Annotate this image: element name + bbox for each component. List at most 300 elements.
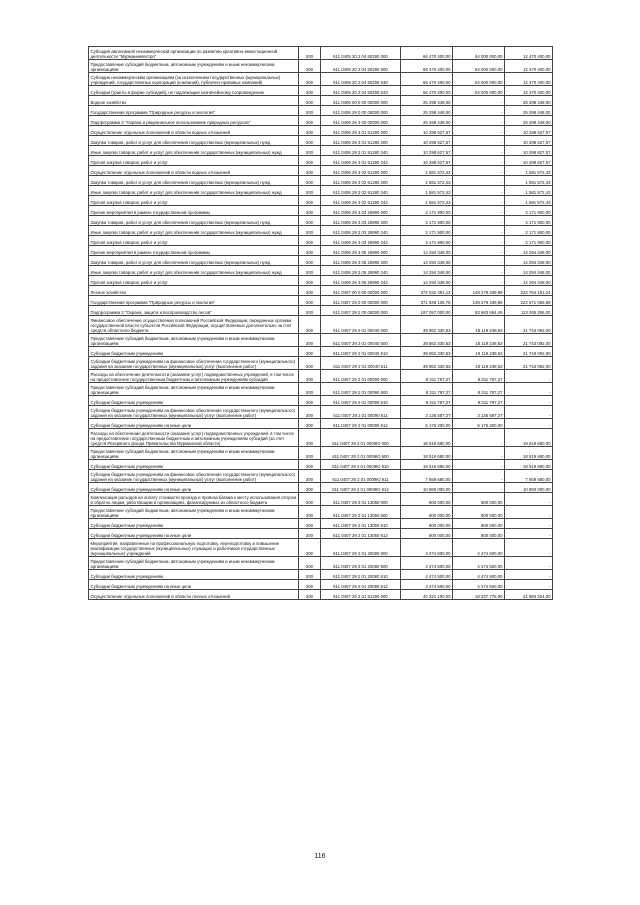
row-remaining-amount-cell: 14 294 348,00 [505, 256, 553, 266]
row-remaining-amount-cell: 14 294 348,00 [505, 246, 553, 256]
table-row [89, 176, 553, 186]
row-classification-code-cell: 611 0406 29 3 02 51280 244 [321, 196, 401, 206]
table-row [89, 266, 553, 276]
row-remaining-amount-cell: 12 470 400,00 [505, 86, 553, 96]
table-row [89, 216, 553, 226]
row-executed-amount-cell: 54 000 000,00 [453, 47, 505, 60]
row-classification-code-cell: 611 0405 20 2 04 60290 000 [321, 47, 401, 60]
row-executed-amount-cell: - [453, 276, 505, 286]
row-approved-amount-cell: 66 470 400,00 [401, 60, 453, 73]
row-remaining-amount-cell: 2 171 900,00 [505, 216, 553, 226]
row-approved-amount-cell: 1 581 572,43 [401, 176, 453, 186]
table-row [89, 47, 553, 60]
row-admin-code-cell: 200 [299, 276, 321, 286]
row-name-cell: Осуществление отдельных полномочий в области водных отношений [89, 126, 299, 136]
row-executed-amount-cell: 8 311 787,27 [453, 396, 505, 406]
row-classification-code-cell: 611 0407 29 2 01 00040 600 [321, 334, 401, 347]
row-name-cell: Предоставление субсидий бюджетным, автономным учреждениям и иным некоммерческим организациям [89, 60, 299, 73]
row-admin-code-cell: 200 [299, 419, 321, 429]
row-classification-code-cell: 611 0407 29 2 01 00090 000 [321, 370, 401, 383]
row-approved-amount-cell: 39 862 330,53 [401, 316, 453, 334]
row-approved-amount-cell: 5 176 200,00 [401, 419, 453, 429]
table-row [89, 447, 553, 460]
row-remaining-amount-cell: 25 298 448,00 [505, 96, 553, 106]
row-name-cell: Субсидии некоммерческим организациям (за исключением государственных (муниципальных) учреждений, государственных корпораций (компаний), публично-правовых компаний) [89, 73, 299, 86]
row-classification-code-cell: 611 0406 29 3 03 29990 000 [321, 206, 401, 216]
row-executed-amount-cell: 54 000 000,00 [453, 86, 505, 96]
row-admin-code-cell: 200 [299, 256, 321, 266]
table-row [89, 166, 553, 176]
row-approved-amount-cell: 10 298 627,57 [401, 136, 453, 146]
row-admin-code-cell: 200 [299, 429, 321, 447]
table-row [89, 116, 553, 126]
row-admin-code-cell: 200 [299, 539, 321, 557]
table-row [89, 206, 553, 216]
row-approved-amount-cell: 2 171 900,00 [401, 216, 453, 226]
row-executed-amount-cell: - [453, 460, 505, 470]
row-remaining-amount-cell: - [505, 519, 553, 529]
row-admin-code-cell: 200 [299, 47, 321, 60]
table-row [89, 256, 553, 266]
row-admin-code-cell: 200 [299, 347, 321, 357]
row-approved-amount-cell: 10 298 627,57 [401, 156, 453, 166]
table-row [89, 226, 553, 236]
row-admin-code-cell: 200 [299, 116, 321, 126]
row-name-cell: Прочая закупка товаров, работ и услуг [89, 236, 299, 246]
row-approved-amount-cell: 14 294 348,00 [401, 266, 453, 276]
row-admin-code-cell: 200 [299, 370, 321, 383]
table-row [89, 96, 553, 106]
row-name-cell: Расходы на обеспечение деятельности (оказание услуг) подведомственных учреждений, в том числе на предоставление государственным бюджетным и автономным учреждениям субсидий (за счет средств Резервного фонда Правительства Мурманской области) [89, 429, 299, 447]
table-row [89, 557, 553, 570]
row-approved-amount-cell: 66 470 400,00 [401, 47, 453, 60]
row-remaining-amount-cell: - [505, 570, 553, 580]
row-approved-amount-cell: 8 311 787,27 [401, 370, 453, 383]
table-row [89, 347, 553, 357]
row-remaining-amount-cell: - [505, 580, 553, 590]
row-name-cell: Субсидии бюджетным учреждениям на иные цели [89, 580, 299, 590]
row-name-cell: Закупка товаров, работ и услуг для обеспечения государственных (муниципальных) нужд [89, 216, 299, 226]
row-name-cell: Предоставление субсидий бюджетным, автономным учреждениям и иным некоммерческим организациям [89, 334, 299, 347]
row-remaining-amount-cell: 222 754 151,24 [505, 286, 553, 296]
row-admin-code-cell: 200 [299, 186, 321, 196]
row-name-cell: Предоставление субсидий бюджетным, автономным учреждениям и иным некоммерческим организациям [89, 447, 299, 460]
table-row [89, 590, 553, 600]
row-executed-amount-cell: - [453, 256, 505, 266]
table-row [89, 136, 553, 146]
row-classification-code-cell: 611 0407 29 2 01 00040 000 [321, 316, 401, 334]
row-name-cell: Субсидии бюджетным учреждениям на иные цели [89, 529, 299, 539]
row-name-cell: Прочая закупка товаров, работ и услуг [89, 276, 299, 286]
row-name-cell: Подпрограмма 2 "Охрана, защита и воспроизводство лесов" [89, 306, 299, 316]
row-approved-amount-cell: 372 032 491,13 [401, 286, 453, 296]
row-classification-code-cell: 611 0407 29 2 01 00090 611 [321, 406, 401, 419]
row-approved-amount-cell: 39 862 330,53 [401, 334, 453, 347]
row-admin-code-cell: 200 [299, 334, 321, 347]
row-remaining-amount-cell: 7 659 680,00 [505, 470, 553, 483]
table-row [89, 357, 553, 370]
row-approved-amount-cell: 10 298 627,57 [401, 126, 453, 136]
row-executed-amount-cell: - [453, 176, 505, 186]
budget-table-sheet [88, 46, 552, 600]
row-admin-code-cell: 200 [299, 106, 321, 116]
row-executed-amount-cell: 800 000,00 [453, 506, 505, 519]
row-classification-code-cell: 611 0407 29 2 01 13050 600 [321, 506, 401, 519]
row-name-cell: Предоставление субсидий бюджетным, автономным учреждениям и иным некоммерческим организациям [89, 557, 299, 570]
row-remaining-amount-cell: - [505, 539, 553, 557]
row-approved-amount-cell: 4 474 500,00 [401, 570, 453, 580]
row-name-cell: Субсидии бюджетным учреждениям на финансовое обеспечение государственного (муниципального) задания на оказание государственных (муниципальных) услуг (выполнение работ) [89, 470, 299, 483]
budget-table-body [89, 47, 553, 600]
table-row [89, 570, 553, 580]
row-classification-code-cell: 611 0406 29 3 05 29990 240 [321, 266, 401, 276]
row-remaining-amount-cell: - [505, 396, 553, 406]
row-name-cell: Мероприятия, направленные на профессиональную подготовку, переподготовку и повышение квалификации государственных (муниципальных) служащих и работников государственных (муниципальных) учреждений [89, 539, 299, 557]
row-classification-code-cell: 611 0406 29 3 03 29990 244 [321, 236, 401, 246]
row-approved-amount-cell: 1 581 572,43 [401, 196, 453, 206]
row-name-cell: Прочие мероприятия в рамках государственной программы [89, 246, 299, 256]
row-remaining-amount-cell: 10 298 627,57 [505, 156, 553, 166]
row-remaining-amount-cell: 222 571 065,89 [505, 296, 553, 306]
row-name-cell: Субсидии бюджетным учреждениям [89, 460, 299, 470]
table-row [89, 306, 553, 316]
row-name-cell: Субсидии (гранты в форме субсидий), не подлежащие казначейскому сопровождению [89, 86, 299, 96]
row-executed-amount-cell: - [453, 96, 505, 106]
row-name-cell: Иные закупки товаров, работ и услуг для обеспечения государственных (муниципальных) нужд [89, 146, 299, 156]
row-executed-amount-cell: - [453, 206, 505, 216]
row-admin-code-cell: 200 [299, 557, 321, 570]
row-admin-code-cell: 200 [299, 570, 321, 580]
row-executed-amount-cell: 8 311 787,27 [453, 383, 505, 396]
row-approved-amount-cell: 25 298 448,00 [401, 116, 453, 126]
row-executed-amount-cell: - [453, 146, 505, 156]
row-approved-amount-cell: 7 659 680,00 [401, 470, 453, 483]
row-approved-amount-cell: 18 519 680,00 [401, 460, 453, 470]
row-remaining-amount-cell: 12 470 400,00 [505, 47, 553, 60]
row-classification-code-cell: 611 0407 29 2 01 51290 000 [321, 590, 401, 600]
row-classification-code-cell: 611 0407 29 2 01 20080 612 [321, 580, 401, 590]
table-row [89, 506, 553, 519]
row-classification-code-cell: 611 0407 29 2 01 00090 600 [321, 383, 401, 396]
row-remaining-amount-cell: - [505, 493, 553, 506]
row-remaining-amount-cell: 18 519 680,00 [505, 429, 553, 447]
row-executed-amount-cell: 800 000,00 [453, 519, 505, 529]
row-admin-code-cell: 200 [299, 483, 321, 493]
row-approved-amount-cell: 1 581 572,43 [401, 166, 453, 176]
row-name-cell: Предоставление субсидий бюджетным, автономным учреждениям и иным некоммерческим организациям [89, 383, 299, 396]
table-row [89, 519, 553, 529]
row-classification-code-cell: 611 0406 29 3 05 29990 000 [321, 246, 401, 256]
row-executed-amount-cell: 3 135 587,27 [453, 406, 505, 419]
row-executed-amount-cell: 5 176 200,00 [453, 419, 505, 429]
row-approved-amount-cell: 10 298 627,57 [401, 146, 453, 156]
row-name-cell: Финансовое обеспечение осуществления полномочий Российской Федерации, переданных органам государственной власти субъектов Российской Федерации, осуществляемых дополнительно за счет средств областного бюджета [89, 316, 299, 334]
row-name-cell: Субсидии бюджетным учреждениям [89, 570, 299, 580]
row-remaining-amount-cell: 21 743 092,00 [505, 334, 553, 347]
row-executed-amount-cell: - [453, 156, 505, 166]
row-remaining-amount-cell: - [505, 406, 553, 419]
row-admin-code-cell: 200 [299, 236, 321, 246]
row-approved-amount-cell: 2 171 900,00 [401, 236, 453, 246]
row-approved-amount-cell: 25 298 448,00 [401, 106, 453, 116]
row-remaining-amount-cell: 12 470 400,00 [505, 73, 553, 86]
row-remaining-amount-cell: 25 298 448,00 [505, 116, 553, 126]
row-admin-code-cell: 200 [299, 396, 321, 406]
row-remaining-amount-cell: 21 983 324,00 [505, 590, 553, 600]
row-approved-amount-cell: 14 294 348,00 [401, 246, 453, 256]
row-executed-amount-cell: 4 474 500,00 [453, 539, 505, 557]
row-remaining-amount-cell: 10 298 627,57 [505, 146, 553, 156]
row-executed-amount-cell: - [453, 216, 505, 226]
row-executed-amount-cell: - [453, 483, 505, 493]
row-admin-code-cell: 200 [299, 86, 321, 96]
row-name-cell: Осуществление отдельных полномочий в области лесных отношений [89, 590, 299, 600]
row-admin-code-cell: 200 [299, 383, 321, 396]
row-name-cell: Расходы на обеспечение деятельности (оказание услуг) подведомственных учреждений, в том числе на предоставление государственным бюджетным и автономным учреждениям субсидий [89, 370, 299, 383]
row-classification-code-cell: 611 0406 29 3 01 51280 000 [321, 126, 401, 136]
row-approved-amount-cell: 4 474 500,00 [401, 539, 453, 557]
row-executed-amount-cell: - [453, 226, 505, 236]
row-approved-amount-cell: 18 519 680,00 [401, 447, 453, 460]
row-classification-code-cell: 611 0407 29 2 01 20080 600 [321, 557, 401, 570]
row-classification-code-cell: 611 0406 00 0 00 00000 000 [321, 96, 401, 106]
row-classification-code-cell: 611 0405 20 2 04 60290 633 [321, 86, 401, 96]
row-classification-code-cell: 611 0406 29 3 02 51280 240 [321, 186, 401, 196]
row-classification-code-cell: 611 0407 29 2 01 0009Ю 612 [321, 483, 401, 493]
table-row [89, 146, 553, 156]
row-name-cell: Субсидии бюджетным учреждениям [89, 519, 299, 529]
row-admin-code-cell: 200 [299, 306, 321, 316]
row-executed-amount-cell: 4 474 500,00 [453, 557, 505, 570]
row-executed-amount-cell: 18 119 238,53 [453, 347, 505, 357]
row-executed-amount-cell: - [453, 429, 505, 447]
row-name-cell: Субсидии бюджетным учреждениям [89, 396, 299, 406]
row-executed-amount-cell: - [453, 136, 505, 146]
row-remaining-amount-cell: 18 519 680,00 [505, 460, 553, 470]
row-approved-amount-cell: 197 057 000,00 [401, 306, 453, 316]
table-row [89, 236, 553, 246]
row-executed-amount-cell: 8 311 787,27 [453, 370, 505, 383]
row-executed-amount-cell: 18 119 238,53 [453, 357, 505, 370]
row-admin-code-cell: 200 [299, 506, 321, 519]
row-admin-code-cell: 200 [299, 216, 321, 226]
row-classification-code-cell: 611 0406 29 3 05 29990 244 [321, 276, 401, 286]
row-classification-code-cell: 611 0407 29 2 01 0009Ю 611 [321, 470, 401, 483]
row-executed-amount-cell: 83 683 654,49 [453, 306, 505, 316]
table-row [89, 370, 553, 383]
table-row [89, 73, 553, 86]
row-admin-code-cell: 200 [299, 206, 321, 216]
table-row [89, 580, 553, 590]
row-name-cell: Государственная программа "Природные ресурсы и экология" [89, 106, 299, 116]
row-admin-code-cell: 200 [299, 96, 321, 106]
row-classification-code-cell: 611 0406 29 3 02 51280 200 [321, 176, 401, 186]
table-row [89, 316, 553, 334]
row-approved-amount-cell: 66 470 400,00 [401, 73, 453, 86]
row-executed-amount-cell: 149 278 339,89 [453, 296, 505, 306]
row-remaining-amount-cell: 113 265 256,00 [505, 306, 553, 316]
row-admin-code-cell: 200 [299, 126, 321, 136]
row-admin-code-cell: 200 [299, 266, 321, 276]
table-row [89, 106, 553, 116]
table-row [89, 196, 553, 206]
row-classification-code-cell: 611 0406 29 3 03 29990 200 [321, 216, 401, 226]
row-executed-amount-cell: - [453, 246, 505, 256]
table-row [89, 460, 553, 470]
row-remaining-amount-cell: 21 743 092,00 [505, 347, 553, 357]
row-executed-amount-cell: 54 000 000,00 [453, 60, 505, 73]
row-name-cell: Закупка товаров, работ и услуг для обеспечения государственных (муниципальных) нужд [89, 176, 299, 186]
row-remaining-amount-cell: 12 470 400,00 [505, 60, 553, 73]
row-remaining-amount-cell: 14 294 348,00 [505, 266, 553, 276]
row-name-cell: Предоставление субсидий бюджетным, автономным учреждениям и иным некоммерческим организациям [89, 506, 299, 519]
row-name-cell: Прочая закупка товаров, работ и услуг [89, 156, 299, 166]
row-executed-amount-cell: 18 337 775,90 [453, 590, 505, 600]
row-remaining-amount-cell: 1 581 572,43 [505, 176, 553, 186]
row-approved-amount-cell: 2 171 900,00 [401, 226, 453, 236]
table-row [89, 529, 553, 539]
row-admin-code-cell: 200 [299, 493, 321, 506]
row-remaining-amount-cell: - [505, 370, 553, 383]
row-approved-amount-cell: 66 470 400,00 [401, 86, 453, 96]
row-admin-code-cell: 200 [299, 60, 321, 73]
row-name-cell: Прочие мероприятия в рамках государственной программы [89, 206, 299, 216]
table-row [89, 470, 553, 483]
row-remaining-amount-cell: 14 294 348,00 [505, 276, 553, 286]
row-approved-amount-cell: 14 294 348,00 [401, 256, 453, 266]
row-name-cell: Прочая закупка товаров, работ и услуг [89, 196, 299, 206]
row-admin-code-cell: 200 [299, 176, 321, 186]
row-approved-amount-cell: 800 000,00 [401, 529, 453, 539]
row-approved-amount-cell: 3 135 587,27 [401, 406, 453, 419]
row-remaining-amount-cell: 2 171 900,00 [505, 206, 553, 216]
row-approved-amount-cell: 371 849 105,78 [401, 296, 453, 306]
row-name-cell: Субсидии бюджетным учреждениям на иные цели [89, 419, 299, 429]
row-name-cell: Лесное хозяйство [89, 286, 299, 296]
row-admin-code-cell: 200 [299, 316, 321, 334]
row-remaining-amount-cell: - [505, 506, 553, 519]
row-approved-amount-cell: 39 862 330,53 [401, 347, 453, 357]
row-classification-code-cell: 611 0407 29 2 01 0009Ю 000 [321, 429, 401, 447]
row-admin-code-cell: 200 [299, 529, 321, 539]
row-executed-amount-cell: 4 474 500,00 [453, 580, 505, 590]
row-name-cell: Субсидии бюджетным учреждениям [89, 347, 299, 357]
row-classification-code-cell: 611 0407 29 2 01 0009Ю 600 [321, 447, 401, 460]
row-name-cell: Компенсация расходов на оплату стоимости проезда и провоза багажа к месту использования отпуска и обратно лицам, работающим в организациях, финансируемых из областного бюджета [89, 493, 299, 506]
row-admin-code-cell: 200 [299, 447, 321, 460]
row-name-cell: Водное хозяйство [89, 96, 299, 106]
row-classification-code-cell: 611 0407 29 2 01 13050 612 [321, 529, 401, 539]
row-admin-code-cell: 200 [299, 296, 321, 306]
table-row [89, 419, 553, 429]
row-approved-amount-cell: 4 474 500,00 [401, 557, 453, 570]
table-row [89, 483, 553, 493]
row-executed-amount-cell: - [453, 470, 505, 483]
table-row [89, 286, 553, 296]
row-admin-code-cell: 200 [299, 357, 321, 370]
row-executed-amount-cell: - [453, 236, 505, 246]
row-executed-amount-cell: - [453, 126, 505, 136]
row-admin-code-cell: 200 [299, 226, 321, 236]
row-classification-code-cell: 611 0406 29 3 00 00000 000 [321, 116, 401, 126]
table-row [89, 429, 553, 447]
table-row [89, 86, 553, 96]
row-approved-amount-cell: 8 311 787,27 [401, 396, 453, 406]
row-admin-code-cell: 200 [299, 519, 321, 529]
row-admin-code-cell: 200 [299, 460, 321, 470]
row-admin-code-cell: 200 [299, 580, 321, 590]
row-classification-code-cell: 611 0407 29 2 01 00040 610 [321, 347, 401, 357]
row-executed-amount-cell: 18 119 238,53 [453, 334, 505, 347]
row-approved-amount-cell: 800 000,00 [401, 519, 453, 529]
row-classification-code-cell: 611 0407 29 2 01 13050 610 [321, 519, 401, 529]
row-approved-amount-cell: 39 862 330,53 [401, 357, 453, 370]
row-executed-amount-cell: - [453, 196, 505, 206]
row-approved-amount-cell: 25 298 448,00 [401, 96, 453, 106]
row-remaining-amount-cell: 1 581 572,43 [505, 186, 553, 196]
row-approved-amount-cell: 10 860 000,00 [401, 483, 453, 493]
row-approved-amount-cell: 1 581 572,43 [401, 186, 453, 196]
table-row [89, 60, 553, 73]
table-row [89, 186, 553, 196]
row-admin-code-cell: 200 [299, 166, 321, 176]
table-row [89, 396, 553, 406]
row-remaining-amount-cell: 10 860 000,00 [505, 483, 553, 493]
table-row [89, 156, 553, 166]
row-remaining-amount-cell: 1 581 572,43 [505, 166, 553, 176]
row-classification-code-cell: 611 0407 29 2 01 13050 000 [321, 493, 401, 506]
row-approved-amount-cell: 40 321 100,00 [401, 590, 453, 600]
table-row [89, 493, 553, 506]
row-classification-code-cell: 611 0407 00 0 00 00000 000 [321, 286, 401, 296]
row-approved-amount-cell: 18 519 680,00 [401, 429, 453, 447]
table-row [89, 296, 553, 306]
row-admin-code-cell: 200 [299, 136, 321, 146]
row-classification-code-cell: 611 0406 29 0 00 00000 000 [321, 106, 401, 116]
row-name-cell: Иные закупки товаров, работ и услуг для обеспечения государственных (муниципальных) нужд [89, 186, 299, 196]
row-admin-code-cell: 200 [299, 73, 321, 86]
row-classification-code-cell: 611 0407 29 2 01 00040 611 [321, 357, 401, 370]
row-executed-amount-cell: - [453, 116, 505, 126]
budget-table [88, 46, 553, 600]
row-name-cell: Субсидии бюджетным учреждениям на иные цели [89, 483, 299, 493]
row-remaining-amount-cell: 10 298 627,57 [505, 126, 553, 136]
row-executed-amount-cell: 54 000 000,00 [453, 73, 505, 86]
row-remaining-amount-cell: - [505, 529, 553, 539]
row-classification-code-cell: 611 0406 29 3 01 51280 200 [321, 136, 401, 146]
table-row [89, 246, 553, 256]
row-approved-amount-cell: 800 000,00 [401, 506, 453, 519]
row-approved-amount-cell: 800 000,00 [401, 493, 453, 506]
row-executed-amount-cell: 149 278 339,89 [453, 286, 505, 296]
row-remaining-amount-cell: - [505, 383, 553, 396]
row-classification-code-cell: 611 0407 29 2 01 00090 612 [321, 419, 401, 429]
row-classification-code-cell: 611 0407 29 2 01 00090 610 [321, 396, 401, 406]
row-name-cell: Закупка товаров, работ и услуг для обеспечения государственных (муниципальных) нужд [89, 136, 299, 146]
row-executed-amount-cell: 4 474 500,00 [453, 570, 505, 580]
row-approved-amount-cell: 2 171 900,00 [401, 206, 453, 216]
row-remaining-amount-cell: 21 743 092,00 [505, 316, 553, 334]
page-number: 116 [314, 853, 326, 860]
row-admin-code-cell: 200 [299, 590, 321, 600]
row-executed-amount-cell: 800 000,00 [453, 529, 505, 539]
row-name-cell: Субсидии бюджетным учреждениям на финансовое обеспечение государственного (муниципального) задания на оказание государственных (муниципальных) услуг (выполнение работ) [89, 406, 299, 419]
row-remaining-amount-cell: 2 171 900,00 [505, 236, 553, 246]
row-admin-code-cell: 200 [299, 246, 321, 256]
row-approved-amount-cell: 4 474 500,00 [401, 580, 453, 590]
row-name-cell: Подпрограмма 3 "Охрана и рациональное использование природных ресурсов" [89, 116, 299, 126]
row-executed-amount-cell: - [453, 106, 505, 116]
